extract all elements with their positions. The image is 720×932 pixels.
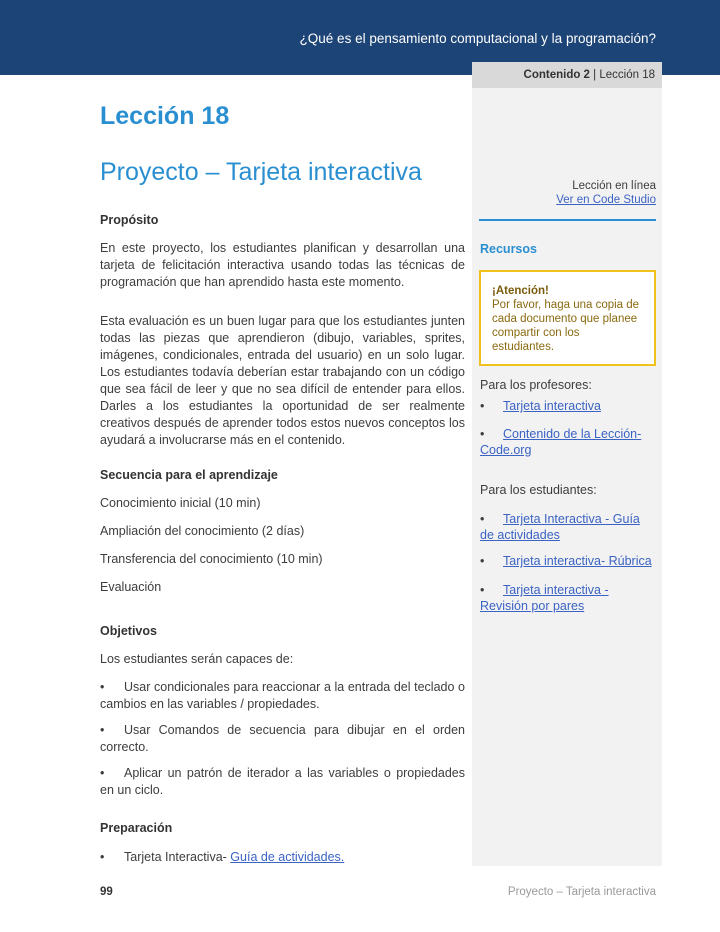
student-resource-item xyxy=(480,553,656,569)
objectives-intro: Los estudiantes serán capaces de: xyxy=(100,652,294,666)
objectives-heading: Objetivos xyxy=(100,624,157,638)
lesson-title: Lección 18 xyxy=(100,102,230,130)
purpose-paragraph-2: Esta evaluación es un buen lugar para que los estudiantes junten todas las piezas que aprendieron (dibujo, variables, sprites, imágenes, condicionales, entrada del usuario) en un solo lugar. Los estudiantes todavía deberían estar trabajando con un código que sea fácil de leer y que no sea difícil de entender para ellos. Darles a los estudiantes la oportunidad de ser realmente creativos después de aprender todos estos nuevos conceptos los ayudará a involucrarse más en el contenido. xyxy=(100,314,465,447)
code-studio-link[interactable]: Ver en Code Studio xyxy=(556,194,656,206)
bullet: • xyxy=(480,427,485,441)
sequence-item: Evaluación xyxy=(100,580,162,594)
sequence-item: Ampliación del conocimiento (2 días) xyxy=(100,524,305,538)
teacher-link-lesson-content[interactable]: Contenido de la Lección- Code.org xyxy=(480,427,642,457)
bullet: • xyxy=(480,583,485,597)
objective-item: • Aplicar un patrón de iterador a las variables o propiedades en un ciclo. xyxy=(100,766,465,797)
bullet: • xyxy=(480,399,485,413)
sequence-item: Conocimiento inicial (10 min) xyxy=(100,496,261,510)
lesson-label: Lección 18 xyxy=(599,69,655,81)
bullet: • xyxy=(480,512,485,526)
purpose-paragraph-1: En este proyecto, los estudiantes planifican y desarrollan una tarjeta de felicitación interactiva usando todas las técnicas de programación que han aprendido hasta este momento. xyxy=(100,241,465,289)
bullet: • xyxy=(480,554,485,568)
attention-body: Por favor, haga una copia de cada documento que planee compartir con los estudiantes. xyxy=(492,299,640,353)
code-studio-link-wrap xyxy=(556,194,656,206)
attention-box xyxy=(479,270,656,366)
sequence-heading: Secuencia para el aprendizaje xyxy=(100,468,278,482)
teacher-resource-item xyxy=(480,398,656,414)
teacher-resource-item xyxy=(480,426,656,458)
objective-item: • Usar Comandos de secuencia para dibujar en el orden correcto. xyxy=(100,723,465,754)
student-link-peer-review[interactable]: Tarjeta interactiva - Revisión por pares xyxy=(480,583,609,613)
page-number: 99 xyxy=(100,886,113,898)
students-label: Para los estudiantes: xyxy=(480,483,597,497)
objective-item: • Usar condicionales para reaccionar a la entrada del teclado o cambios en las variables / propiedades. xyxy=(100,680,465,711)
project-title: Proyecto – Tarjeta interactiva xyxy=(100,158,422,186)
student-link-rubric[interactable]: Tarjeta interactiva- Rúbrica xyxy=(503,554,652,568)
content-label: Contenido 2 xyxy=(523,69,590,81)
header-separator: | xyxy=(593,69,597,81)
sequence-item: Transferencia del conocimiento (10 min) xyxy=(100,552,323,566)
bullet: • xyxy=(100,766,105,780)
student-resource-item xyxy=(480,582,656,614)
activity-guide-link[interactable]: Guía de actividades. xyxy=(230,850,345,864)
student-resource-item xyxy=(480,511,656,543)
book-title: ¿Qué es el pensamiento computacional y la programación? xyxy=(299,31,656,46)
footer-title: Proyecto – Tarjeta interactiva xyxy=(507,886,656,898)
resources-heading: Recursos xyxy=(480,242,537,256)
attention-title: ¡Atención! xyxy=(492,285,549,297)
online-lesson-label: Lección en línea xyxy=(572,180,656,192)
teachers-label: Para los profesores: xyxy=(480,378,592,392)
content-lesson-header xyxy=(472,62,662,88)
sidebar-divider xyxy=(479,219,656,221)
purpose-heading: Propósito xyxy=(100,213,159,227)
bullet: • xyxy=(100,723,105,737)
preparation-heading: Preparación xyxy=(100,821,173,835)
preparation-item: • Tarjeta Interactiva- Guía de actividades. xyxy=(100,850,345,864)
student-link-activity-guide[interactable]: Tarjeta Interactiva - Guía de actividades xyxy=(480,512,640,542)
teacher-link-interactive-card[interactable]: Tarjeta interactiva xyxy=(503,399,601,413)
bullet: • xyxy=(100,850,105,864)
bullet: • xyxy=(100,680,105,694)
